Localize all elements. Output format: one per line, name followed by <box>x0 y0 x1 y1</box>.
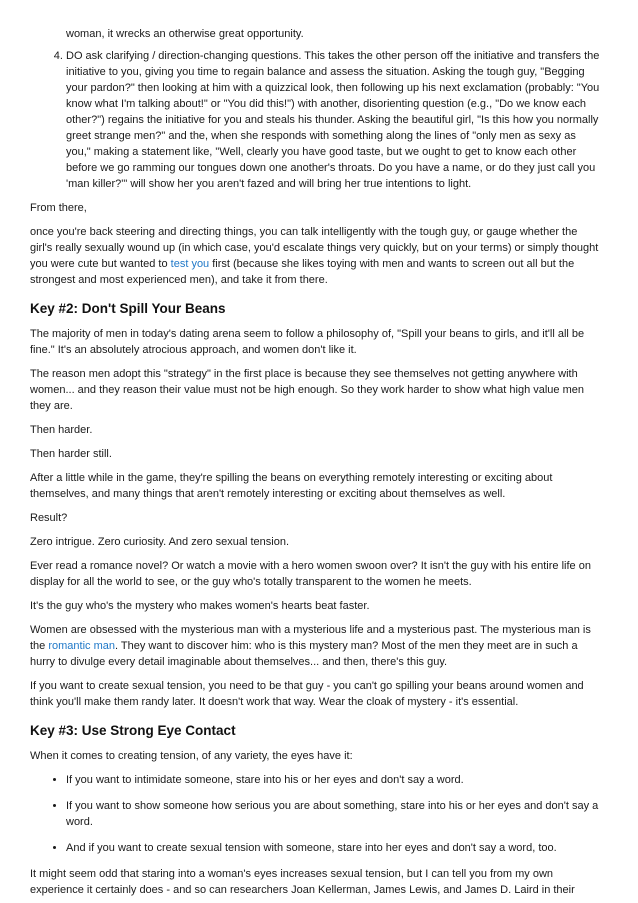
paragraph: When it comes to creating tension, of any variety, the eyes have it: <box>30 750 353 762</box>
paragraph: It might seem odd that staring into a woman's eyes increases sexual tension, but I can tell you from my own experience it certainly does - and so can researchers Joan Kellerman, James Lewis, and James D. Laird in their <box>30 868 575 896</box>
list-item: • If you want to show someone how serious you are about something, stare into his or her eyes and don't say a word. <box>66 798 602 830</box>
paragraph: Zero intrigue. Zero curiosity. And zero sexual tension. <box>30 536 290 548</box>
paragraph: Then harder. <box>30 424 93 436</box>
paragraph: After a little while in the game, they're spilling the beans on everything remotely interesting or exciting about themselves, and many things that aren't remotely interesting or exciting about themselves as well. <box>30 472 553 500</box>
list-item: • If you want to intimidate someone, stare into his or her eyes and don't say a word. <box>66 772 602 788</box>
paragraph: If you want to create sexual tension, you need to be that guy - you can't go spilling your beans around women and think you'll make them randy later. It doesn't work that way. Wear the cloak of mystery - it's essential. <box>30 680 584 708</box>
paragraph-from-there: From there, <box>30 202 87 214</box>
eye-contact-list <box>30 772 602 856</box>
paragraph: Then harder still. <box>30 448 112 460</box>
paragraph: Result? <box>30 512 68 524</box>
continued-list-text: woman, it wrecks an otherwise great opportunity. <box>66 28 304 40</box>
paragraph: Ever read a romance novel? Or watch a movie with a hero women swoon over? It isn't the guy with his entire life on display for all the world to see, or the guy who's totally transparent to the women he meets. <box>30 560 591 588</box>
paragraph-romantic: Women are obsessed with the mysterious man with a mysterious life and a mysterious past. The mysterious man is the romantic man. They want to discover him: who is this mystery man? Most of the men they meet are in such a hurry to divulge every detail imaginable about themselves... and then, there's this guy. <box>30 624 591 668</box>
paragraph-once: once you're back steering and directing things, you can talk intelligently with the tough guy, or gauge whether the girl's really sexually wound up (in which case, you'd escalate things very quickly, but on your terms) or simply thought you were cute but wanted to test you first (because she likes toying with men and wants to screen out all but the strongest and most experienced men), and take it from there. <box>30 226 599 286</box>
romantic-man-link[interactable]: romantic man <box>48 640 115 652</box>
list-item: • And if you want to create sexual tension with someone, stare into her eyes and don't say a word, too. <box>66 840 602 856</box>
paragraph: The majority of men in today's dating arena seem to follow a philosophy of, "Spill your beans to girls, and it'll all be fine." It's an absolutely atrocious approach, and women don't like it. <box>30 328 585 356</box>
list-item: 4. DO ask clarifying / direction-changing questions. This takes the other person off the initiative and transfers the initiative to you, giving you time to regain balance and assess the situation. Asking the tough guy, "Begging your pardon?" then looking at him with a quizzical look, then following up his next exclamation (probably: "You know what I'm talking about!" or "You did this!") with another, disorienting question (e.g., "Do we know each other?") regains the initiative for you and steals his thunder. Asking the beautiful girl, "Is this how you normally greet strange men?" and the, when she responds with something along the lines of "only men as sexy as you," making a statement like, "Well, clearly you have good taste, but we ought to get to know each other before we go ramming our tongues down one another's throats. Do you have a name, or do they just call you 'man killer?'" will show her you aren't fazed and will bring her true intentions to light. <box>66 48 602 192</box>
key2-heading: Key #2: Don't Spill Your Beans <box>30 301 226 316</box>
paragraph: The reason men adopt this "strategy" in the first place is because they see themselves not getting anywhere with women... and they reason their value must not be high enough. So they work harder to show what high value men they are. <box>30 368 584 412</box>
test-you-link[interactable]: test you <box>170 258 210 270</box>
key3-heading: Key #3: Use Strong Eye Contact <box>30 723 236 738</box>
paragraph: It's the guy who's the mystery who makes women's hearts beat faster. <box>30 600 370 612</box>
tips-list <box>30 48 602 192</box>
